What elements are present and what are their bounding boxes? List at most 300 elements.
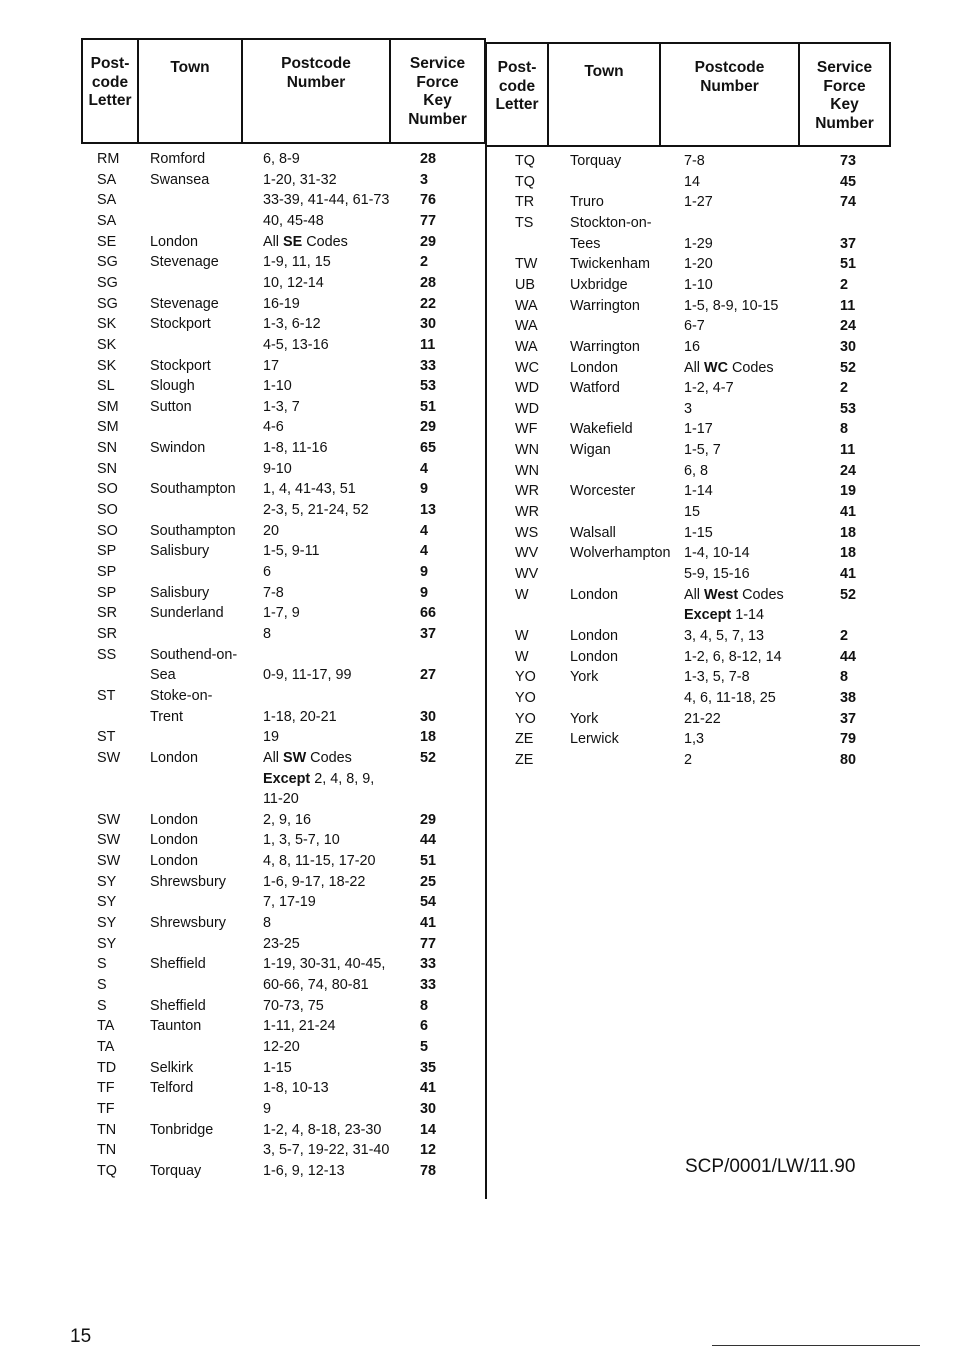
postcode-letter: SY [97,935,117,952]
town: London [570,648,619,665]
postcode-number: 4, 8, 11-15, 17-20 [263,853,376,870]
header-number-right-line2: Number [700,77,759,95]
service-key: 2 [840,380,849,397]
service-key: 37 [420,625,437,642]
postcode-number: 3 [684,400,693,417]
postcode-number: 7, 17-19 [263,894,316,911]
header-key-line4: Number [408,110,467,128]
postcode-number: 16 [684,338,701,355]
header-town-right-line1: Town [584,63,624,80]
postcode-number: 9-10 [263,460,292,477]
header-letter-line1: Post- [90,55,130,72]
postcode-number: 5-9, 15-16 [684,566,750,582]
town: Twickenham [570,256,650,273]
postcode-letter: SY [97,915,117,932]
service-key: 24 [840,462,857,479]
postcode-number: 7-8 [684,153,705,169]
service-key: 18 [840,545,857,562]
header-key-right-line1: Service [816,59,873,76]
postcode-number: Except 1-14 [684,607,765,624]
service-key: 74 [840,194,857,211]
postcode-letter: SG [97,274,118,291]
postcode-letter: WN [515,462,539,479]
service-key: 4 [420,543,429,560]
page-number: 15 [70,1326,92,1347]
service-key: 35 [420,1059,437,1076]
header-key-line1: Service [409,55,466,72]
right-table-header [485,42,891,147]
postcode-letter: SK [97,316,117,333]
postcode-number: 1-11, 21-24 [263,1018,336,1035]
header-number-right-line1: Postcode [694,59,765,76]
postcode-number: 1-3, 7 [263,398,300,415]
town: Warrington [570,297,640,314]
postcode-number: 1-2, 4, 8-18, 23-30 [263,1121,382,1138]
town: York [570,669,599,686]
service-key: 78 [420,1162,437,1179]
service-key: 29 [420,419,437,436]
postcode-number: 1-27 [684,194,713,211]
postcode-letter: SA [97,171,117,188]
service-key: 33 [420,956,437,973]
postcode-number: 1-15 [684,524,713,541]
postcode-letter: TA [97,1018,115,1035]
town: London [150,749,199,766]
postcode-number: All SW Codes [263,749,352,766]
postcode-number: 8 [263,915,272,932]
postcode-letter: SK [97,336,117,353]
service-key: 24 [840,318,857,335]
postcode-letter: RM [97,151,120,167]
postcode-letter: ZE [515,751,534,768]
service-key: 29 [420,811,437,828]
header-key-right-line2: Force [823,77,866,95]
town: Torquay [150,1162,202,1179]
postcode-letter: SW [97,749,121,766]
postcode-number: 12-20 [263,1038,300,1055]
left-table-header [81,38,486,144]
postcode-letter: TQ [515,153,535,169]
postcode-number: 6-7 [684,318,705,335]
town: Walsall [570,524,616,541]
town: London [150,233,199,250]
postcode-number: 23-25 [263,935,300,952]
town: Stevenage [150,254,219,271]
postcode-number: 16-19 [263,295,300,312]
service-key: 45 [840,173,857,190]
town: Swindon [150,440,206,457]
postcode-letter: TQ [515,173,535,190]
town: Slough [150,378,195,395]
postcode-letter: S [97,977,107,993]
service-key: 3 [420,171,429,188]
postcode-letter: SY [97,894,117,911]
service-key: 12 [420,1142,437,1159]
postcode-number: 70-73, 75 [263,997,324,1014]
postcode-number: 1-8, 10-13 [263,1080,329,1097]
postcode-number: 4-5, 13-16 [263,336,329,353]
postcode-number: 10, 12-14 [263,274,324,291]
postcode-number: 3, 5-7, 19-22, 31-40 [263,1142,390,1159]
service-key: 51 [420,398,437,415]
postcode-number: 1-15 [263,1059,292,1076]
town: Truro [570,194,604,211]
postcode-letter: TF [97,1100,115,1117]
town: Warrington [570,338,640,355]
postcode-number: 9 [263,1100,272,1117]
postcode-letter: WV [515,566,539,582]
postcode-number: 1-20, 31-32 [263,171,337,188]
town: Wolverhampton [570,545,671,562]
service-key: 29 [420,233,437,250]
postcode-number: 1-8, 11-16 [263,440,328,457]
header-key-right-line3: Key [830,96,859,113]
service-key: 53 [420,378,437,395]
postcode-number: 1-6, 9-17, 18-22 [263,873,366,890]
postcode-number: 1-10 [263,378,292,395]
service-key: 11 [840,297,856,314]
town: Stockport [150,357,211,374]
town: Tees [570,235,601,252]
postcode-letter: SG [97,254,118,271]
postcode-letter: WD [515,400,539,417]
town: Taunton [150,1018,202,1035]
postcode-number: 2, 9, 16 [263,811,312,828]
postcode-letter: SW [97,832,121,849]
postcode-letter: SS [97,646,117,663]
service-key: 77 [420,212,437,229]
service-key: 11 [420,336,436,353]
postcode-letter: ZE [515,731,534,748]
service-key: 30 [840,338,857,355]
service-key: 38 [840,689,857,706]
service-key: 51 [840,256,857,273]
postcode-letter: WR [515,483,539,500]
postcode-number: 1-20 [684,256,713,273]
postcode-letter: SO [97,502,118,519]
town: Trent [150,708,184,725]
town: Southampton [150,481,236,498]
postcode-letter: TD [97,1059,117,1076]
service-key: 2 [840,276,849,293]
service-key: 4 [420,522,429,539]
postcode-letter: YO [515,669,536,686]
town: Stockport [150,316,211,333]
service-key: 28 [420,151,437,167]
service-key: 52 [840,586,857,603]
postcode-letter: SO [97,522,118,539]
service-key: 41 [840,566,857,582]
service-key: 41 [420,915,437,932]
postcode-letter: SK [97,357,117,374]
postcode-number: 1-10 [684,276,713,293]
postcode-letter: YO [515,710,536,727]
town: Sunderland [150,605,224,622]
service-key: 5 [420,1038,429,1055]
postcode-letter: TF [97,1080,115,1097]
town: Wigan [570,442,611,459]
service-key: 19 [840,483,857,500]
postcode-letter: WC [515,359,539,376]
header-town [139,40,243,142]
postcode-number: 1-7, 9 [263,605,300,622]
service-key: 37 [840,710,857,727]
postcode-number: 60-66, 74, 80-81 [263,977,369,993]
postcode-letter: SG [97,295,118,312]
header-letter [83,40,139,142]
service-key: 79 [840,731,857,748]
town: Sea [150,667,176,684]
header-number-right [661,44,800,145]
postcode-letter: ST [97,687,116,704]
service-key: 6 [420,1018,429,1035]
header-letter-line3: Letter [88,92,132,109]
postcode-letter: S [97,956,107,973]
service-key: 52 [840,359,857,376]
header-letter-line2: code [91,73,129,91]
postcode-letter: WA [515,338,538,355]
service-key: 65 [420,440,437,457]
postcode-number: 3, 4, 5, 7, 13 [684,627,765,644]
service-key: 8 [420,997,429,1014]
town: Telford [150,1080,194,1097]
postcode-letter: TN [97,1121,117,1138]
postcode-letter: SN [97,440,117,457]
service-key: 25 [420,873,437,890]
postcode-letter: WN [515,442,539,459]
service-key: 14 [420,1121,437,1138]
postcode-letter: SR [97,605,117,622]
postcode-number: 1-5, 7 [684,442,721,459]
postcode-letter: SN [97,460,117,477]
service-key: 13 [420,502,437,519]
town: York [570,710,599,727]
postcode-number: 1, 3, 5-7, 10 [263,832,340,849]
postcode-number: 2 [684,751,693,768]
postcode-letter: SA [97,212,117,229]
postcode-letter: W [515,586,529,603]
service-key: 30 [420,1100,437,1117]
postcode-letter: S [97,997,107,1014]
header-number-line1: Postcode [281,55,351,72]
town: Southampton [150,522,236,539]
service-key: 2 [420,254,429,271]
service-key: 80 [840,751,857,768]
header-letter-right-line3: Letter [495,96,539,113]
postcode-number: 19 [263,729,280,746]
postcode-letter: W [515,648,529,665]
service-key: 33 [420,977,437,993]
service-key: 44 [840,648,857,665]
town: Stockton-on- [570,214,652,231]
town: London [570,586,619,603]
town: Tonbridge [150,1121,214,1138]
postcode-letter: SR [97,625,117,642]
postcode-letter: WF [515,421,538,438]
service-key: 37 [840,235,857,252]
postcode-number: 1-17 [684,421,713,438]
service-key: 9 [420,564,429,580]
header-key-line2: Force [416,73,459,91]
postcode-number: 15 [684,504,701,521]
postcode-letter: ST [97,729,116,746]
town: London [150,832,199,849]
postcode-number: 7-8 [263,584,284,601]
header-key-right-line4: Number [815,114,874,132]
service-key: 30 [420,316,437,333]
postcode-letter: TR [515,194,535,211]
postcode-letter: SP [97,584,117,601]
postcode-number: All West Codes [684,586,784,603]
header-key-right [800,44,889,145]
postcode-letter: SE [97,233,117,250]
postcode-letter: WS [515,524,539,541]
town: Lerwick [570,731,619,748]
postcode-number: 20 [263,522,280,539]
town: Romford [150,151,206,167]
service-key: 52 [420,749,437,766]
service-key: 73 [840,153,857,169]
service-key: 9 [420,481,429,498]
service-key: 2 [840,627,849,644]
postcode-number: 1-29 [684,235,713,252]
postcode-letter: WV [515,545,539,562]
service-key: 53 [840,400,857,417]
town: Stevenage [150,295,219,312]
postcode-number: 14 [684,173,701,190]
postcode-number: 1-6, 9, 12-13 [263,1162,345,1179]
town: Shrewsbury [150,873,226,890]
postcode-number: 1, 4, 41-43, 51 [263,481,356,498]
town: Stoke-on- [150,687,213,704]
postcode-letter: TQ [97,1162,117,1179]
town: Wakefield [570,421,633,438]
postcode-number: 6, 8 [684,462,709,479]
service-key: 27 [420,667,437,684]
service-key: 66 [420,605,437,622]
postcode-number: 2-3, 5, 21-24, 52 [263,502,369,519]
postcode-letter: WA [515,297,538,314]
postcode-letter: TW [515,256,538,273]
postcode-number: 8 [263,625,272,642]
postcode-letter: SO [97,481,118,498]
postcode-letter: SL [97,378,115,395]
postcode-number: 1-14 [684,483,713,500]
postcode-letter: SP [97,543,117,560]
service-key: 51 [420,853,437,870]
postcode-letter: TA [97,1038,115,1055]
town: Selkirk [150,1059,194,1076]
service-key: 28 [420,274,437,291]
footer-rule [712,1345,920,1346]
postcode-number: Except 2, 4, 8, 9, [263,770,375,787]
header-letter-right-line2: code [498,77,536,95]
town: Southend-on- [150,646,238,663]
town: London [570,359,619,376]
header-number-line2: Number [286,73,346,91]
postcode-number: 4, 6, 11-18, 25 [684,689,776,706]
postcode-letter: SY [97,873,117,890]
town: Salisbury [150,584,210,601]
postcode-number: 1-2, 6, 8-12, 14 [684,648,782,665]
document-reference: SCP/0001/LW/11.90 [685,1156,856,1177]
postcode-letter: W [515,627,529,644]
service-key: 8 [840,669,849,686]
postcode-number: 21-22 [684,710,721,727]
postcode-letter: WA [515,318,538,335]
service-key: 22 [420,295,437,312]
header-town-line1: Town [170,59,210,76]
service-key: 18 [840,524,857,541]
town: London [570,627,619,644]
service-key: 8 [840,421,849,438]
service-key: 9 [420,584,429,601]
postcode-letter: SM [97,419,119,436]
postcode-number: 1-4, 10-14 [684,545,750,562]
postcode-number: 1-5, 9-11 [263,543,320,560]
service-key: 18 [420,729,437,746]
town: Sheffield [150,997,206,1014]
postcode-number: 1-9, 11, 15 [263,254,331,271]
service-key: 77 [420,935,437,952]
postcode-number: 40, 45-48 [263,212,324,229]
postcode-number: All WC Codes [684,359,774,376]
postcode-number: 1-2, 4-7 [684,380,734,397]
postcode-number: 17 [263,357,280,374]
postcode-letter: WD [515,380,539,397]
postcode-number: 11-20 [263,791,299,808]
postcode-letter: TS [515,214,534,231]
service-key: 41 [840,504,857,521]
postcode-letter: WR [515,504,539,521]
postcode-letter: SA [97,192,117,209]
postcode-number: 1-18, 20-21 [263,708,337,725]
header-letter-right-line1: Post- [497,59,537,76]
service-key: 41 [420,1080,437,1097]
town: London [150,853,199,870]
service-key: 30 [420,708,437,725]
town: Shrewsbury [150,915,226,932]
header-key-line3: Key [423,92,452,109]
postcode-number: 6 [263,564,272,580]
postcode-letter: TN [97,1142,117,1159]
service-key: 44 [420,832,437,849]
postcode-letter: SW [97,811,121,828]
town: London [150,811,199,828]
service-key: 33 [420,357,437,374]
postcode-number: 1,3 [684,731,705,748]
service-key: 4 [420,460,429,477]
service-key: 76 [420,192,437,209]
postcode-number: 1-3, 5, 7-8 [684,669,750,686]
service-key: 54 [420,894,437,911]
header-letter-right [487,44,549,145]
town: Uxbridge [570,276,628,293]
postcode-letter: YO [515,689,536,706]
header-key [391,40,484,142]
postcode-number: 6, 8-9 [263,151,300,167]
postcode-number: 33-39, 41-44, 61-73 [263,192,390,209]
postcode-number: All SE Codes [263,233,348,250]
postcode-letter: SP [97,564,117,580]
town: Worcester [570,483,636,500]
postcode-number: 4-6 [263,419,284,436]
town: Salisbury [150,543,210,560]
postcode-letter: SW [97,853,121,870]
town: Sutton [150,398,192,415]
postcode-letter: SM [97,398,119,415]
postcode-letter: UB [515,276,535,293]
